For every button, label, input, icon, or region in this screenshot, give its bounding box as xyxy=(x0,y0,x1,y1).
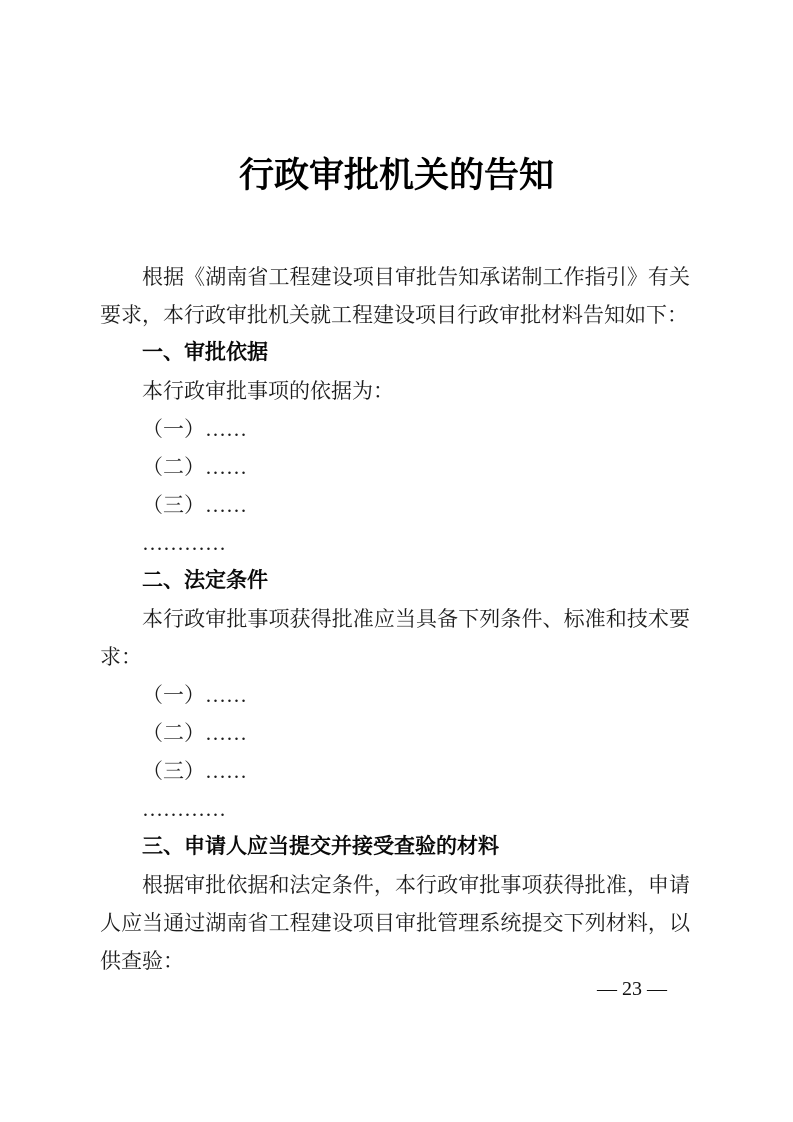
section-1-ellipsis-line: ………… xyxy=(142,531,226,555)
document-title: 行政审批机关的告知 xyxy=(238,156,554,195)
section-2-item-1: （一）…… xyxy=(142,683,247,707)
section-2-item-3: （三）…… xyxy=(142,759,247,783)
document-body xyxy=(100,258,690,980)
intro-paragraph: 根据《湖南省工程建设项目审批告知承诺制工作指引》有关要求，本行政审批机关就工程建设项目行政审批材料告知如下： xyxy=(100,265,690,327)
page-number: — 23 — xyxy=(597,978,667,1000)
section-2-heading: 二、法定条件 xyxy=(142,569,268,592)
section-1-item-2: （二）…… xyxy=(142,455,247,479)
section-1-heading: 一、审批依据 xyxy=(142,341,268,364)
section-2-ellipsis-line: ………… xyxy=(142,797,226,821)
section-2-lead: 本行政审批事项获得批准应当具备下列条件、标准和技术要求： xyxy=(100,607,690,669)
section-1-lead: 本行政审批事项的依据为： xyxy=(142,379,394,403)
section-3-lead: 根据审批依据和法定条件，本行政审批事项获得批准，申请人应当通过湖南省工程建设项目审批管理系统提交下列材料，以供查验： xyxy=(100,873,690,973)
section-1-item-3: （三）…… xyxy=(142,493,247,517)
section-1-item-1: （一）…… xyxy=(142,417,247,441)
section-3-heading: 三、申请人应当提交并接受查验的材料 xyxy=(142,835,499,858)
section-2-item-2: （二）…… xyxy=(142,721,247,745)
